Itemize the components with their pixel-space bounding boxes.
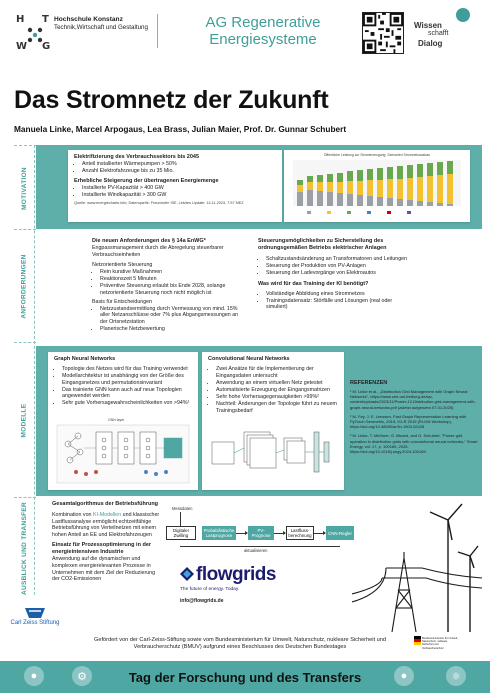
flow-connector <box>180 512 181 526</box>
ausblick-para-1 <box>52 512 162 538</box>
list-item: • Modellarchitektur ist unabhängig von der Größe des Eingangsnetzes und permutationsinvariant <box>62 373 192 386</box>
power-grid-illustration <box>352 498 482 632</box>
motivation-source: Quelle: www.energiecharts.info; Datenquelle: Fraunhofer ISE, Letztes Update: 14.11.2024, 7:57 MEZ <box>74 201 244 206</box>
energy-generation-chart-figure <box>287 158 467 218</box>
gnn-title: Graph Neural Networks <box>54 356 116 362</box>
zeiss-mark-icon <box>23 604 47 620</box>
ausblick-ki-highlight: KI-Modellen <box>92 512 122 518</box>
list-item: • Anteil installierter Wärmepumpen > 50% <box>82 161 276 168</box>
section-label-text: MODELLE <box>20 403 28 437</box>
person-icon: ● <box>394 666 414 686</box>
cnn-list <box>208 366 338 414</box>
group-name-line1: AG Regenerative <box>205 14 321 31</box>
flow-update-label: aktualisieren <box>244 548 268 553</box>
motivation-chart-card <box>284 150 470 222</box>
ausblick-text <box>52 501 162 601</box>
list-item: • Präventive Steuerung erlaubt bis Ende 2028, solange netzorientierte Steuerung noch nicht möglich ist <box>100 283 246 296</box>
section-label-text: AUSBLICK UND TRANSFER <box>20 501 28 595</box>
list-item: • Vollständige Abbildung eines Stromnetzes <box>266 291 410 298</box>
reference-item: ¹ M. Linke et al., „Distribution Grid Management with Graph Neural Networks", https://www.zee-uni-freiburg.de/wp-content/uploads/2023/11/Poster-12-Distribution-grid-management-with-graph-neural-networks.pdf (zuletzt aufgerufen 07.01.2025) <box>350 389 476 410</box>
list-item: • Das trainierte GNN kann auch auf neue Topologien angewendet werden <box>62 387 192 400</box>
bmuv-text: Bundesministerium für Umwelt, Naturschutz, nukleare Sicherheit und Verbraucherschutz <box>422 637 458 650</box>
zeiss-text: Carl Zeiss Stiftung <box>10 620 60 626</box>
sponsor-text: Gefördert von der Carl-Zeiss-Stiftung sowie vom Bundesministerium für Umwelt, Naturschutz, nukleare Sicherheit und Verbraucherschutz (BMUV) aufgrund eines Beschlusses des Deutschen Bundestages <box>94 637 386 651</box>
anforderungen-list-1 <box>92 269 246 296</box>
list-item: • Installierte PV-Kapazität > 400 GW <box>82 185 276 192</box>
list-item: • Nachteil: Änderungen der Topologie führt zu neuem Trainingsbedarf <box>216 401 338 414</box>
anforderungen-right <box>252 234 416 338</box>
htwg-letter-w: W <box>16 41 28 52</box>
group-name-line2: Energiesysteme <box>209 31 317 48</box>
gnn-figure-label: GNN layer <box>108 418 125 422</box>
ausblick-heading-2: Einsatz für Prozessoptimierung in der energieintensiven Industrie <box>52 542 152 556</box>
list-item: • Topologie des Netzes wird für das Training verwendet <box>62 366 192 373</box>
chart-legend <box>307 211 411 214</box>
section-divider <box>14 497 36 498</box>
flowgrids-name: flowgrids <box>196 564 276 585</box>
list-item: • Rein kurative Maßnahmen <box>100 269 246 276</box>
anforderungen-right-list-2 <box>258 291 410 311</box>
flow-pv-forecast: PV-Prognose <box>248 526 274 540</box>
event-title: Tag der Forschung und des Transfers <box>128 670 362 685</box>
flow-load-forecast: Probabilistische Lastprognose <box>203 528 235 538</box>
section-label-text: ANFORDERUNGEN <box>20 253 28 319</box>
list-item: • Anzahl Elektrofahrzeuge bis zu 35 Mio. <box>82 168 276 175</box>
anforderungen-list-2 <box>92 306 246 333</box>
htwg-letter-t: T <box>42 14 49 25</box>
algorithm-flow-diagram <box>166 506 362 560</box>
list-item: • Netzzustandsermittlung durch Vermessung von mind. 15% aller Netzanschlüsse oder 7% plus Abgangsmessungen an der Ortsnetzstation <box>100 306 246 326</box>
ausblick-heading-1: Gesamtalgorithmus der Betriebsführung <box>52 501 159 507</box>
anforderungen-right-list-1 <box>258 256 410 277</box>
flowgrids-email[interactable]: info@flowgrids.de <box>180 598 224 604</box>
wd-line3: Dialog <box>418 39 443 48</box>
list-item: • Zwei Ansätze für die Implementierung der Eingangsdaten untersucht <box>216 366 338 379</box>
flow-arrow <box>274 533 285 534</box>
flow-feedback-line <box>180 546 340 547</box>
poster-header <box>0 0 490 78</box>
flow-arrow <box>314 533 325 534</box>
list-item: • Steuerung der Produktion von PV-Anlagen <box>266 263 410 270</box>
qr-code-icon[interactable] <box>362 12 404 54</box>
gnn-card <box>48 352 198 490</box>
section-label-modelle <box>14 345 34 495</box>
wd-line2: schafft <box>428 30 449 37</box>
carl-zeiss-stiftung-logo <box>10 602 60 648</box>
anforderungen-para-2: Basis für Entscheidungen <box>92 299 153 306</box>
section-label-ausblick <box>14 500 34 596</box>
gnn-architecture-figure <box>56 424 190 484</box>
motivation-text-card <box>68 150 282 222</box>
list-item: • Sehr gute Vorhersagewahrscheinlichkeiten von >94%¹ <box>62 400 192 407</box>
motivation-list-2 <box>74 185 276 199</box>
flow-arrow <box>236 533 247 534</box>
motivation-heading-2: Erhebliche Steigerung der übertragenen Energiemenge <box>74 177 219 184</box>
wd-line1: Wissen <box>414 21 442 30</box>
references-title: REFERENZEN <box>350 380 388 386</box>
anforderungen-right-heading-2: Was wird für das Training der KI benötigt? <box>258 280 369 287</box>
section-rail <box>34 145 35 595</box>
university-title: Hochschule Konstanz <box>54 16 123 23</box>
list-item: • Sehr hohe Vorhersagegenauigkeiten >99%² <box>216 394 338 401</box>
flow-messdaten-label: Messdaten <box>172 506 193 511</box>
htwg-logo <box>16 14 52 54</box>
flowgrids-tagline: The future of energy. Today. <box>180 587 240 592</box>
group-name <box>200 14 326 48</box>
cnn-architecture-figure <box>208 426 338 484</box>
lightbulb-icon: ● <box>24 666 44 686</box>
anforderungen-left <box>86 234 252 338</box>
poster-authors: Manuela Linke, Marcel Arpogaus, Lea Brass, Julian Maier, Prof. Dr. Gunnar Schubert <box>14 124 347 134</box>
section-label-motivation <box>14 150 34 226</box>
anforderungen-para-1: Netzorientierte Steuerung <box>92 262 153 269</box>
ausblick-para-2: Anwendung auf die dynamischen und komplexen energierelevanten Prozesse in Unternehmen mit dem Ziel der Reduzierung der CO2-Emissionen <box>52 556 156 583</box>
list-item: • Reaktionszeit 5 Minuten <box>100 276 246 283</box>
dialog-bubble-icon <box>456 8 470 22</box>
list-item: • Installierte Windkapazität > 300 GW <box>82 192 276 199</box>
flow-loadflow: Lastfluss-berechnung <box>286 526 314 540</box>
list-item: • Anwendung an einem virtuellen Netz getestet <box>216 380 338 387</box>
list-item: • Planerische Netzbewertung <box>100 326 246 333</box>
bmuv-logo <box>414 634 458 660</box>
section-label-anforderungen <box>14 232 34 340</box>
university-name <box>54 16 148 32</box>
atom-icon: ⚛ <box>446 666 466 686</box>
cnn-card <box>202 352 344 490</box>
poster-title: Das Stromnetz der Zukunft <box>14 86 329 114</box>
gear-icon: ⚙ <box>72 666 92 686</box>
htwg-dots-icon <box>26 26 44 44</box>
cnn-title: Convolutional Neural Networks <box>208 356 290 362</box>
wissen-schafft-dialog-logo <box>414 8 478 58</box>
htwg-letter-g: G <box>42 41 51 52</box>
university-subtitle: Technik,Wirtschaft und Gestaltung <box>54 24 148 31</box>
flowgrids-mark-icon <box>180 567 194 581</box>
list-item: • Trainingsdatensatz: Störfälle und Lösungen (real oder simuliert) <box>266 298 410 311</box>
list-item: • Schaltzustandsänderung an Transformatoren und Leitungen <box>266 256 410 263</box>
anforderungen-subheading: Engpassmanagement durch die Abregelung steuerbarer Verbrauchseinheiten <box>92 245 224 258</box>
ausblick-para-1-pre: Kombination von <box>52 512 93 518</box>
reference-item: ² M. Fey, J. E. Lenssen, Fast Graph Representation Learning with PyTorch Geometric, 2019, ICLR 2019 (RLGM Workshop), https://doi.org/10.48550/arXiv.1903.02428 <box>350 413 467 430</box>
flow-digital-twin: Digitaler Zwilling <box>166 526 196 540</box>
section-divider <box>14 229 36 230</box>
flow-cnn-controller: CNN-Regler <box>326 526 354 540</box>
list-item: • Steuerung der Ladevorgänge von Elektroautos <box>266 270 410 277</box>
federal-eagle-icon <box>414 636 421 646</box>
gnn-list <box>54 366 192 407</box>
motivation-heading-1: Elektrifizierung des Verbrauchssektors bis 2045 <box>74 154 200 160</box>
motivation-list-1 <box>74 161 276 175</box>
motivation-chart-title: Öffentliche Leistung zur Stromerzeugung, Szenarien Stromnetzausbau <box>323 153 431 157</box>
header-divider <box>157 14 158 48</box>
list-item: • Automatisierte Erzeugung der Eingangsmatrizen <box>216 387 338 394</box>
references <box>350 380 478 494</box>
section-divider <box>14 342 36 343</box>
anforderungen-heading: Die neuen Anforderungen des § 14a EnWG* <box>92 238 206 244</box>
ausblick-para-1-post: und klassischer Lastflussanalyse ermöglicht echtzeitfähige Betriebsführung von Verteilnetzen mit einem hohen Anteil an EE und Elektrofahrzeugen <box>52 512 160 538</box>
section-label-text: MOTIVATION <box>20 166 28 210</box>
htwg-letter-h: H <box>16 14 25 25</box>
reference-item: ³ M. Linke, T. Meßmer, G. Micard, and G. Schubert, "Power grid operation in distribution grids with convolutional neural networks," Smart Energy, vol. 17, p. 100169, 2025. https://doi.org/10.1016/j.segy.2024.100169. <box>350 433 478 455</box>
anforderungen-right-heading: Steuerungsmöglichkeiten zu Sicherstellung des ordnungsgemäßen Betriebs elektrischer Anlagen <box>258 238 387 251</box>
